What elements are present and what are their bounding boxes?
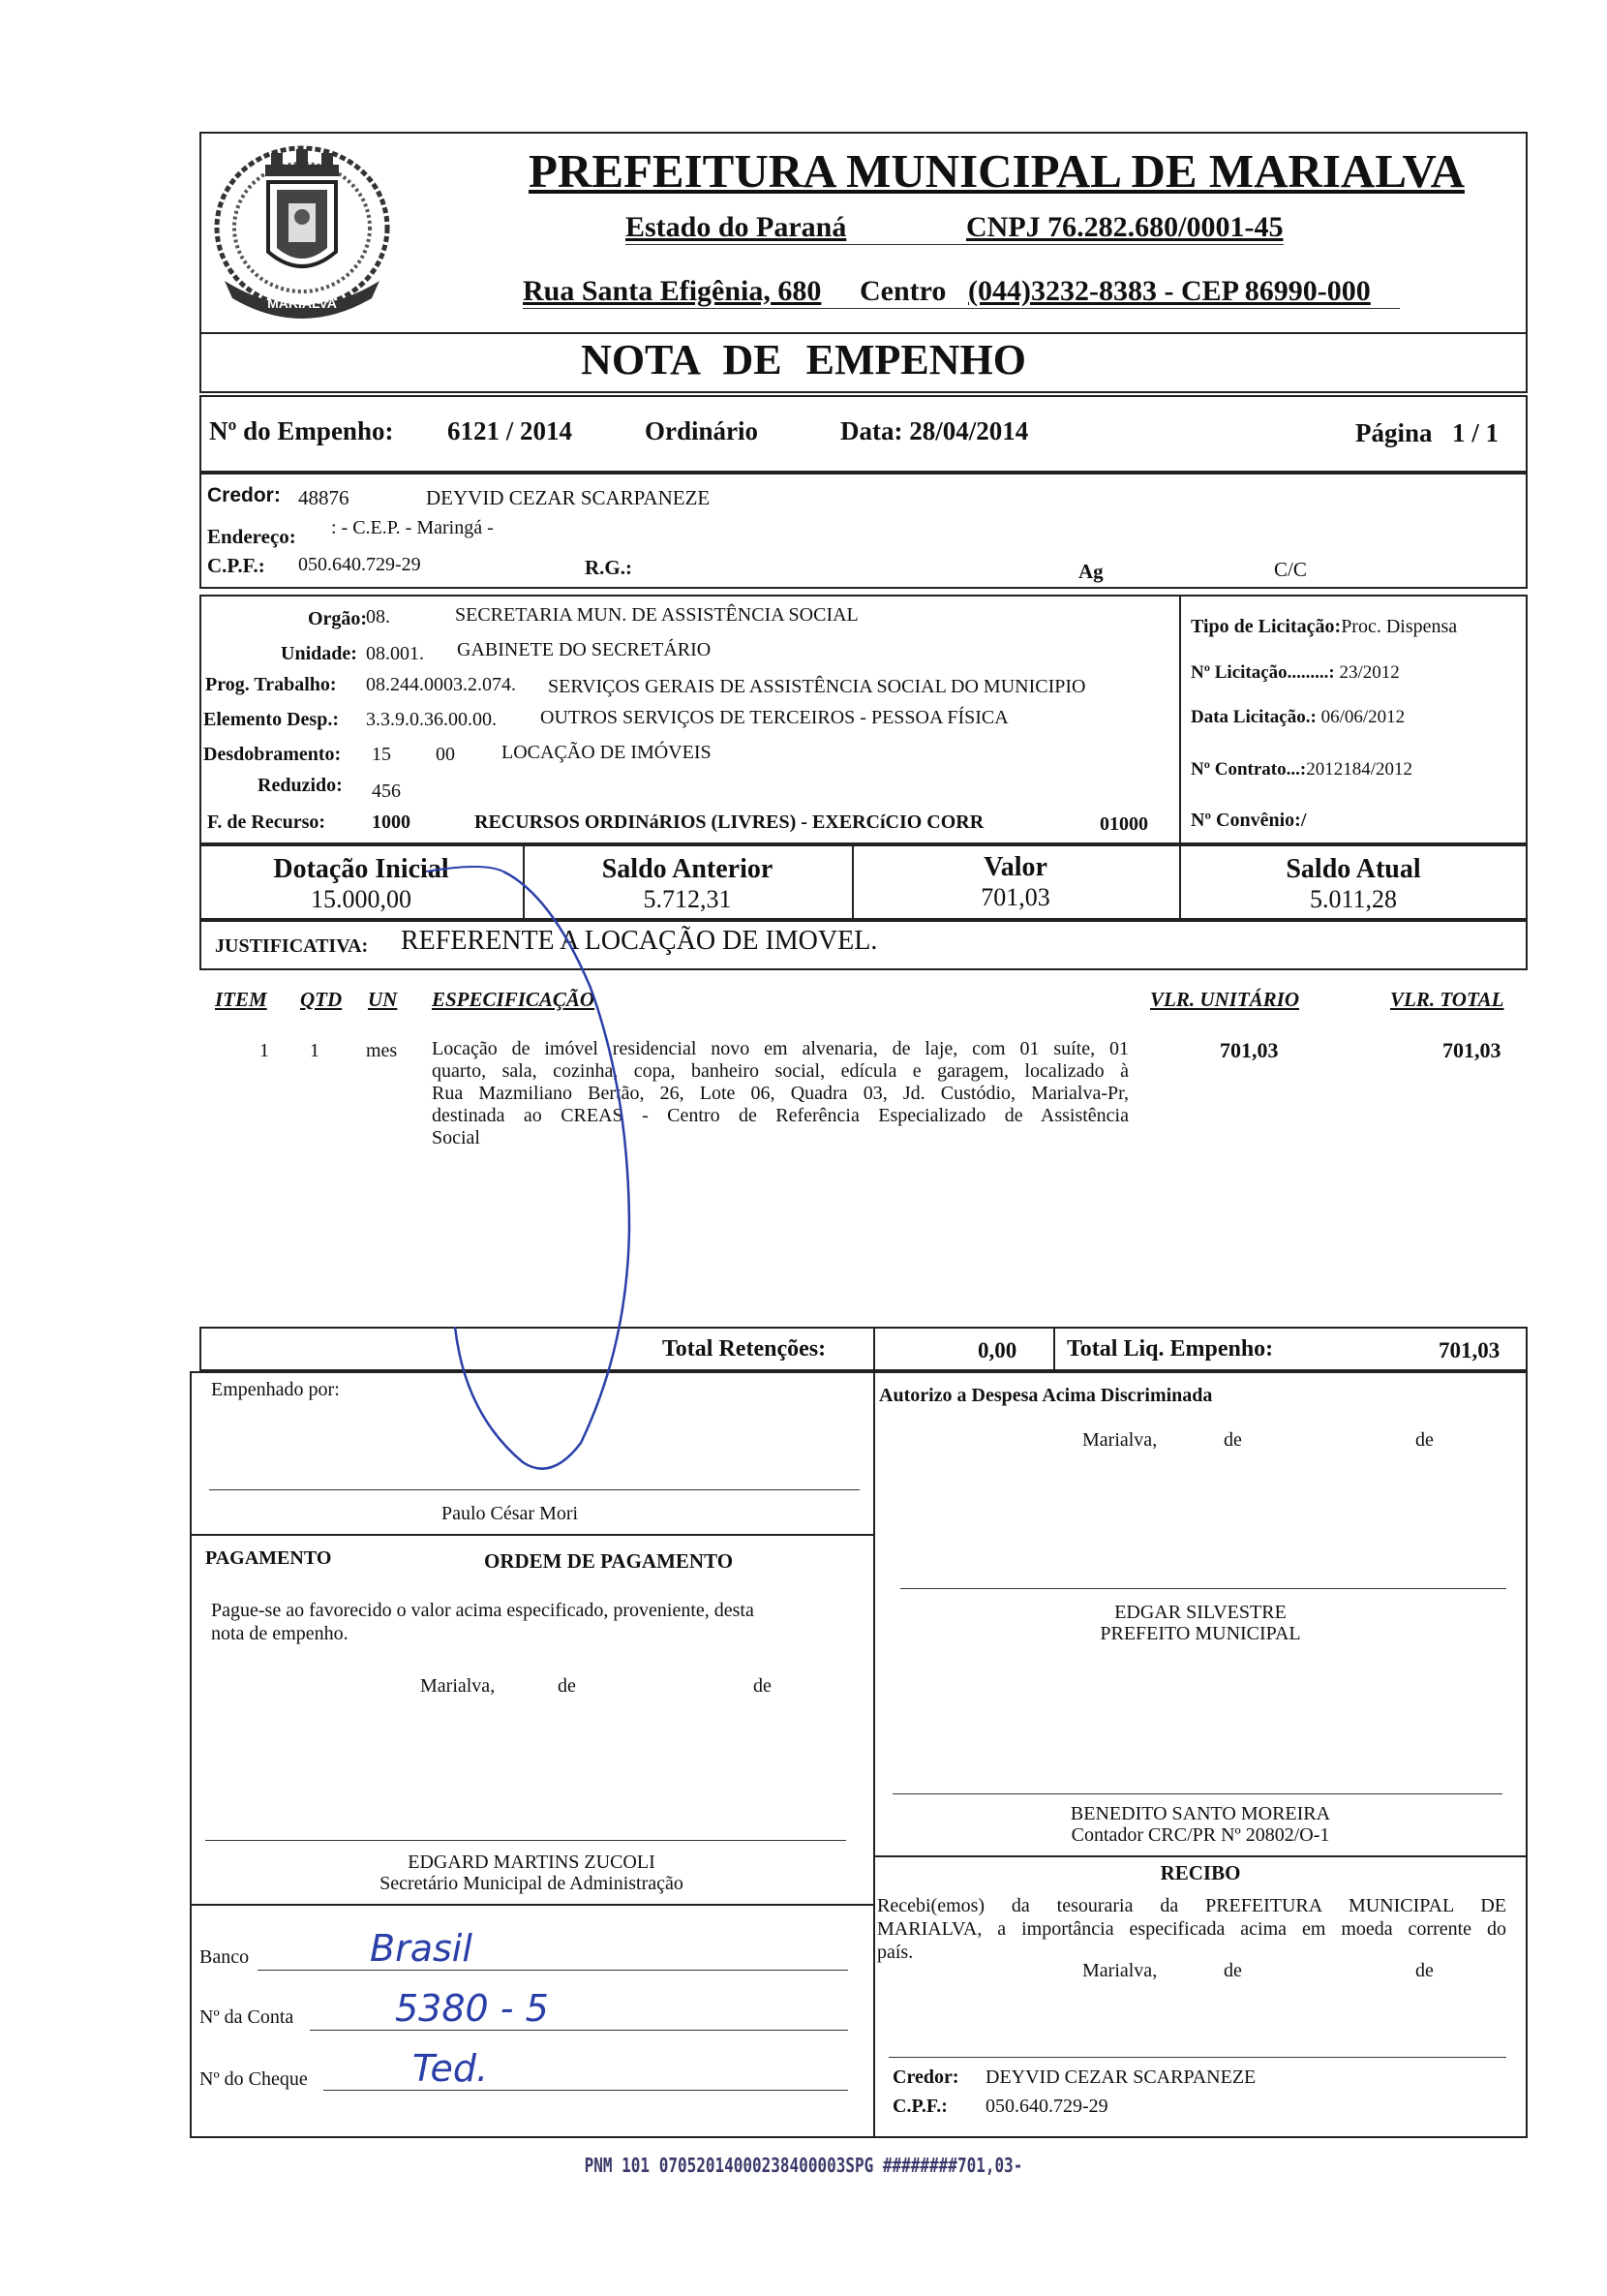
reduz-code: 456 xyxy=(372,781,401,802)
cheque-value: Ted. xyxy=(412,2047,489,2090)
autorizo-date-de2: de xyxy=(1415,1429,1434,1451)
prog-name: SERVIÇOS GERAIS DE ASSISTÊNCIA SOCIAL DO MUNICIPIO xyxy=(548,676,1086,697)
state-label: Estado do Paraná xyxy=(625,211,847,243)
contador-signature-line xyxy=(893,1793,1502,1794)
empenho-type: Ordinário xyxy=(645,416,759,445)
district-label: Centro xyxy=(860,275,947,307)
row-qtd: 1 xyxy=(310,1040,319,1061)
row-un: mes xyxy=(366,1040,398,1061)
cc-label: C/C xyxy=(1274,558,1307,581)
ordem-pagamento-label: ORDEM DE PAGAMENTO xyxy=(484,1549,734,1573)
spec-line: destinada ao CREAS - Centro de Referência Especializado de Assistência xyxy=(432,1105,1129,1126)
desd-code1: 15 xyxy=(372,744,391,765)
tipo-licitacao-value: Proc. Dispensa xyxy=(1341,616,1458,637)
contrato-label xyxy=(1191,759,1412,781)
address-underline xyxy=(523,308,1400,309)
row-item: 1 xyxy=(259,1040,269,1061)
retencoes-label: Total Retenções: xyxy=(662,1336,827,1362)
dotacao-label: Dotação Inicial xyxy=(273,854,449,884)
recibo-date-de1: de xyxy=(1224,1960,1242,1981)
page-number: 1 / 1 xyxy=(1452,418,1500,447)
cheque-label: Nº do Cheque xyxy=(199,2068,308,2090)
liq-value: 701,03 xyxy=(1439,1338,1501,1362)
empenhado-label: Empenhado por: xyxy=(211,1379,340,1400)
contador-role: Contador CRC/PR Nº 20802/O-1 xyxy=(1071,1824,1330,1846)
tipo-licitacao-label xyxy=(1191,616,1457,638)
recibo-credor-value: DEYVID CEZAR SCARPANEZE xyxy=(985,2066,1257,2088)
cheque-line xyxy=(323,2090,848,2091)
pague-date-de2: de xyxy=(753,1675,772,1697)
autorizo-date-de1: de xyxy=(1224,1429,1242,1451)
spec-line: Rua Mazmiliano Bertão, 26, Lote 06, Quadra 03, Jd. Custódio, Marialva-Pr, xyxy=(432,1083,1129,1104)
totals-box xyxy=(199,1327,1528,1371)
justificativa-label: JUSTIFICATIVA: xyxy=(215,935,369,957)
state-underline xyxy=(625,244,1284,245)
unidade-label: Unidade: xyxy=(281,643,357,664)
data-licitacao-label-text: Data Licitação.: xyxy=(1191,707,1317,727)
cpf-value: 050.640.729-29 xyxy=(298,554,421,575)
recibo-text xyxy=(877,1894,1506,1964)
recibo-line: Recebi(emos) da tesouraria da PREFEITURA MUNICIPAL DE xyxy=(877,1895,1506,1916)
fonte-name: RECURSOS ORDINáRIOS (LIVRES) - EXERCíCIO CORR xyxy=(474,811,985,833)
recibo-date-de2: de xyxy=(1415,1960,1434,1981)
autorizo-label: Autorizo a Despesa Acima Discriminada xyxy=(879,1385,1213,1406)
phone-cep-label: (044)3232-8383 - CEP 86990-000 xyxy=(968,275,1371,307)
recibo-date-city: Marialva, xyxy=(1082,1960,1158,1981)
credor-label: Credor: xyxy=(207,484,281,506)
row-vlr-total: 701,03 xyxy=(1442,1038,1501,1062)
prefeito-name: EDGAR SILVESTRE xyxy=(1114,1602,1287,1623)
rg-label: R.G.: xyxy=(585,556,632,579)
saldo-atual-value: 5.011,28 xyxy=(1309,885,1398,913)
saldo-anterior-label: Saldo Anterior xyxy=(601,854,773,884)
retencoes-value: 0,00 xyxy=(978,1338,1017,1362)
pague-date-de1: de xyxy=(558,1675,576,1697)
empenho-date: Data: 28/04/2014 xyxy=(840,416,1029,445)
recibo-top-line xyxy=(873,1855,1528,1857)
col-header-vlr-total: VLR. TOTAL xyxy=(1390,988,1504,1011)
bank-top-line xyxy=(190,1904,873,1906)
ag-label: Ag xyxy=(1078,560,1104,583)
cnpj-label: CNPJ 76.282.680/0001-45 xyxy=(966,211,1284,243)
address-label: Rua Santa Efigênia, 680 xyxy=(523,275,822,307)
municipal-crest-icon xyxy=(205,136,399,329)
contrato-value: 2012184/2012 xyxy=(1306,759,1412,780)
dotacao-value: 15.000,00 xyxy=(311,885,411,913)
recibo-signature-line xyxy=(889,2057,1506,2058)
totals-divider-1 xyxy=(873,1327,875,1371)
col-header-un: UN xyxy=(368,988,398,1011)
col-header-qtd: QTD xyxy=(300,988,343,1011)
tipo-licitacao-label-text: Tipo de Licitação: xyxy=(1191,616,1342,637)
cpf-label: C.P.F.: xyxy=(207,554,265,577)
elem-name: OUTROS SERVIÇOS DE TERCEIROS - PESSOA FÍSICA xyxy=(540,707,1009,728)
prog-code: 08.244.0003.2.074. xyxy=(366,674,516,695)
data-licitacao-value: 06/06/2012 xyxy=(1320,707,1406,727)
unidade-code: 08.001. xyxy=(366,643,424,664)
spec-line: Social xyxy=(432,1127,480,1148)
valor-label: Valor xyxy=(984,852,1047,882)
saldo-atual-label: Saldo Atual xyxy=(1286,854,1421,884)
orgao-code: 08. xyxy=(366,606,390,628)
credor-name: DEYVID CEZAR SCARPANEZE xyxy=(426,486,711,509)
conta-line xyxy=(310,2030,848,2031)
prefeito-signature-line xyxy=(900,1588,1506,1589)
endereco-label: Endereço: xyxy=(207,525,296,548)
orgao-name: SECRETARIA MUN. DE ASSISTÊNCIA SOCIAL xyxy=(455,604,859,626)
doc-title: NOTA DE EMPENHO xyxy=(581,336,1026,383)
spec-line: Locação de imóvel residencial novo em alvenaria, de laje, com 01 suíte, 01 xyxy=(432,1038,1129,1059)
fonte-code: 1000 xyxy=(372,811,410,833)
liq-label: Total Liq. Empenho: xyxy=(1067,1336,1274,1362)
autorizo-date-city: Marialva, xyxy=(1082,1429,1158,1451)
pen-mark-icon xyxy=(426,842,658,1482)
recibo-credor-label: Credor: xyxy=(893,2066,959,2088)
recibo-line: país. xyxy=(877,1942,914,1963)
pagamento-label: PAGAMENTO xyxy=(205,1547,332,1569)
prefeito-role: PREFEITO MUNICIPAL xyxy=(1100,1623,1301,1644)
contador-name: BENEDITO SANTO MOREIRA xyxy=(1070,1803,1331,1824)
empenhado-signature-line xyxy=(209,1489,860,1490)
unidade-name: GABINETE DO SECRETÁRIO xyxy=(457,639,712,660)
signatures-box xyxy=(190,1371,1528,2138)
elem-code: 3.3.9.0.36.00.00. xyxy=(366,709,497,730)
banco-label: Banco xyxy=(199,1946,250,1968)
conta-label: Nº da Conta xyxy=(199,2006,294,2028)
col-header-item: ITEM xyxy=(215,988,267,1011)
budget-divider xyxy=(1179,595,1181,844)
num-licitacao-label-text: Nº Licitação.........: xyxy=(1191,662,1335,683)
empenho-label: Nº do Empenho: xyxy=(209,416,394,445)
page-label: Página xyxy=(1355,418,1433,447)
pague-line-1: Pague-se ao favorecido o valor acima especificado, proveniente, desta xyxy=(211,1600,754,1621)
justificativa-text: REFERENTE A LOCAÇÃO DE IMOVEL. xyxy=(401,926,878,956)
banco-line xyxy=(258,1970,848,1971)
totals-divider-2 xyxy=(1053,1327,1055,1371)
empenhado-name: Paulo César Mori xyxy=(441,1503,579,1524)
recibo-cpf-label: C.P.F.: xyxy=(893,2096,948,2117)
page-title: PREFEITURA MUNICIPAL DE MARIALVA xyxy=(529,144,1465,198)
col-header-spec: ESPECIFICAÇÃO xyxy=(432,988,595,1011)
crest-text: MARIALVA xyxy=(267,295,337,311)
recibo-line: MARIALVA, a importância especificada acima em moeda corrente do xyxy=(877,1918,1506,1940)
signatures-divider xyxy=(873,1371,875,2138)
desd-code2: 00 xyxy=(436,744,455,765)
elem-label: Elemento Desp.: xyxy=(203,709,339,730)
num-licitacao-value: 23/2012 xyxy=(1339,662,1400,683)
col-header-vlr-unit: VLR. UNITÁRIO xyxy=(1150,988,1300,1011)
num-licitacao-label xyxy=(1191,662,1400,684)
data-licitacao-label xyxy=(1191,707,1405,728)
fonte-label: F. de Recurso: xyxy=(207,811,326,833)
spec-line: quarto, sala, cozinha, copa, banheiro social, edícula e garagem, localizado à xyxy=(432,1060,1129,1082)
footer-barcode-text: PNM 101 07052014000238400003SPG ########701,03- xyxy=(584,2154,1023,2177)
secretario-name: EDGARD MARTINS ZUCOLI xyxy=(408,1852,655,1873)
pague-line-2: nota de empenho. xyxy=(211,1623,349,1644)
orgao-label: Orgão: xyxy=(308,608,368,629)
pagamento-top-line xyxy=(190,1534,873,1536)
banco-value: Brasil xyxy=(370,1927,472,1970)
credor-code: 48876 xyxy=(298,486,349,509)
valor-value: 701,03 xyxy=(981,883,1050,911)
desd-name: LOCAÇÃO DE IMÓVEIS xyxy=(501,742,712,763)
conta-value: 5380 - 5 xyxy=(395,1987,549,2030)
secretario-role: Secretário Municipal de Administração xyxy=(379,1873,683,1894)
recibo-label: RECIBO xyxy=(1160,1861,1241,1884)
header-divider xyxy=(199,332,1528,334)
saldo-anterior-value: 5.712,31 xyxy=(643,885,732,913)
fonte-code2: 01000 xyxy=(1100,813,1148,835)
endereco-value: : - C.E.P. - Maringá - xyxy=(331,517,494,538)
recibo-cpf-value: 050.640.729-29 xyxy=(985,2096,1108,2117)
secretario-signature-line xyxy=(205,1840,846,1841)
convenio-label-text: Nº Convênio:/ xyxy=(1191,810,1307,831)
prog-label: Prog. Trabalho: xyxy=(205,674,337,695)
convenio-label xyxy=(1191,810,1306,832)
reduz-label: Reduzido: xyxy=(258,775,343,796)
contrato-label-text: Nº Contrato...: xyxy=(1191,759,1307,780)
pague-date-city: Marialva, xyxy=(420,1675,496,1697)
empenho-number: 6121 / 2014 xyxy=(447,416,573,445)
desd-label: Desdobramento: xyxy=(203,744,342,765)
row-vlr-unit: 701,03 xyxy=(1220,1038,1279,1062)
